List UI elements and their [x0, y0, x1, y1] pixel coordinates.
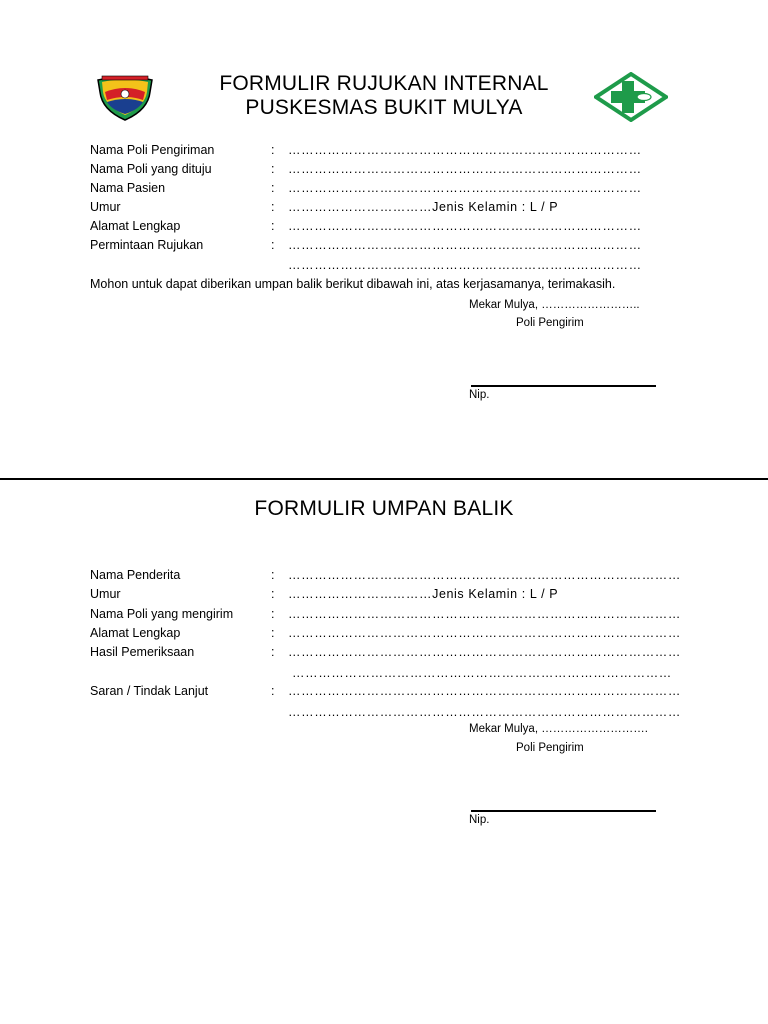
form1-title-line1: FORMULIR RUJUKAN INTERNAL: [219, 72, 549, 95]
field-value: ………………………………………………………………………: [288, 143, 642, 157]
field-colon: :: [271, 238, 275, 252]
field-value: ……………………………Jenis Kelamin : L / P: [288, 200, 559, 214]
form2-place-date: Mekar Mulya, ……………………….: [469, 723, 648, 735]
field-value: ………………………………………………………………………………: [288, 626, 681, 640]
field-label: Umur: [90, 587, 121, 601]
field-value: ………………………………………………………………………………: [288, 607, 681, 621]
field-label: Alamat Lengkap: [90, 626, 181, 640]
field-label: Nama Poli yang mengirim: [90, 607, 234, 621]
form1-signature-line: [471, 385, 656, 387]
field-continuation: ……………………………………………………………………………: [292, 666, 672, 680]
field-value: ………………………………………………………………………………: [288, 684, 681, 698]
field-value: ………………………………………………………………………………: [288, 568, 681, 582]
form1-note: Mohon untuk dapat diberikan umpan balik berikut dibawah ini, atas kerjasamanya, terimakasih.: [90, 277, 616, 291]
field-colon: :: [271, 587, 275, 601]
form1-title-line2: PUSKESMAS BUKIT MULYA: [245, 96, 523, 119]
field-label: Nama Pasien: [90, 181, 166, 195]
field-value: ………………………………………………………………………: [288, 238, 642, 252]
field-value: ……………………………Jenis Kelamin : L / P: [288, 587, 559, 601]
form2-signer: Poli Pengirim: [516, 742, 584, 754]
field-colon: :: [271, 162, 275, 176]
field-value: ………………………………………………………………………: [288, 181, 642, 195]
field-value: ………………………………………………………………………………: [288, 645, 681, 659]
field-continuation: ………………………………………………………………………………: [288, 705, 681, 719]
field-colon: :: [271, 200, 275, 214]
field-colon: :: [271, 645, 275, 659]
form2-nip: Nip.: [469, 814, 490, 826]
form1-nip: Nip.: [469, 389, 490, 401]
field-label: Saran / Tindak Lanjut: [90, 684, 209, 698]
field-value: ………………………………………………………………………: [288, 219, 642, 233]
field-colon: :: [271, 568, 275, 582]
field-label: Nama Penderita: [90, 568, 181, 582]
form1-signer: Poli Pengirim: [516, 317, 584, 329]
section-divider: [0, 478, 768, 480]
field-colon: :: [271, 181, 275, 195]
field-label: Permintaan Rujukan: [90, 238, 204, 252]
field-label: Nama Poli Pengiriman: [90, 143, 215, 157]
field-colon: :: [271, 607, 275, 621]
field-value: ………………………………………………………………………: [288, 162, 642, 176]
field-colon: :: [271, 143, 275, 157]
field-continuation: ………………………………………………………………………: [288, 258, 642, 272]
form2-title: FORMULIR UMPAN BALIK: [254, 497, 514, 520]
field-label: Nama Poli yang dituju: [90, 162, 212, 176]
field-label: Umur: [90, 200, 121, 214]
field-colon: :: [271, 626, 275, 640]
field-colon: :: [271, 684, 275, 698]
field-label: Hasil Pemeriksaan: [90, 645, 195, 659]
form2-signature-line: [471, 810, 656, 812]
field-colon: :: [271, 219, 275, 233]
form1-place-date: Mekar Mulya, ……………………..: [469, 299, 640, 311]
field-label: Alamat Lengkap: [90, 219, 181, 233]
